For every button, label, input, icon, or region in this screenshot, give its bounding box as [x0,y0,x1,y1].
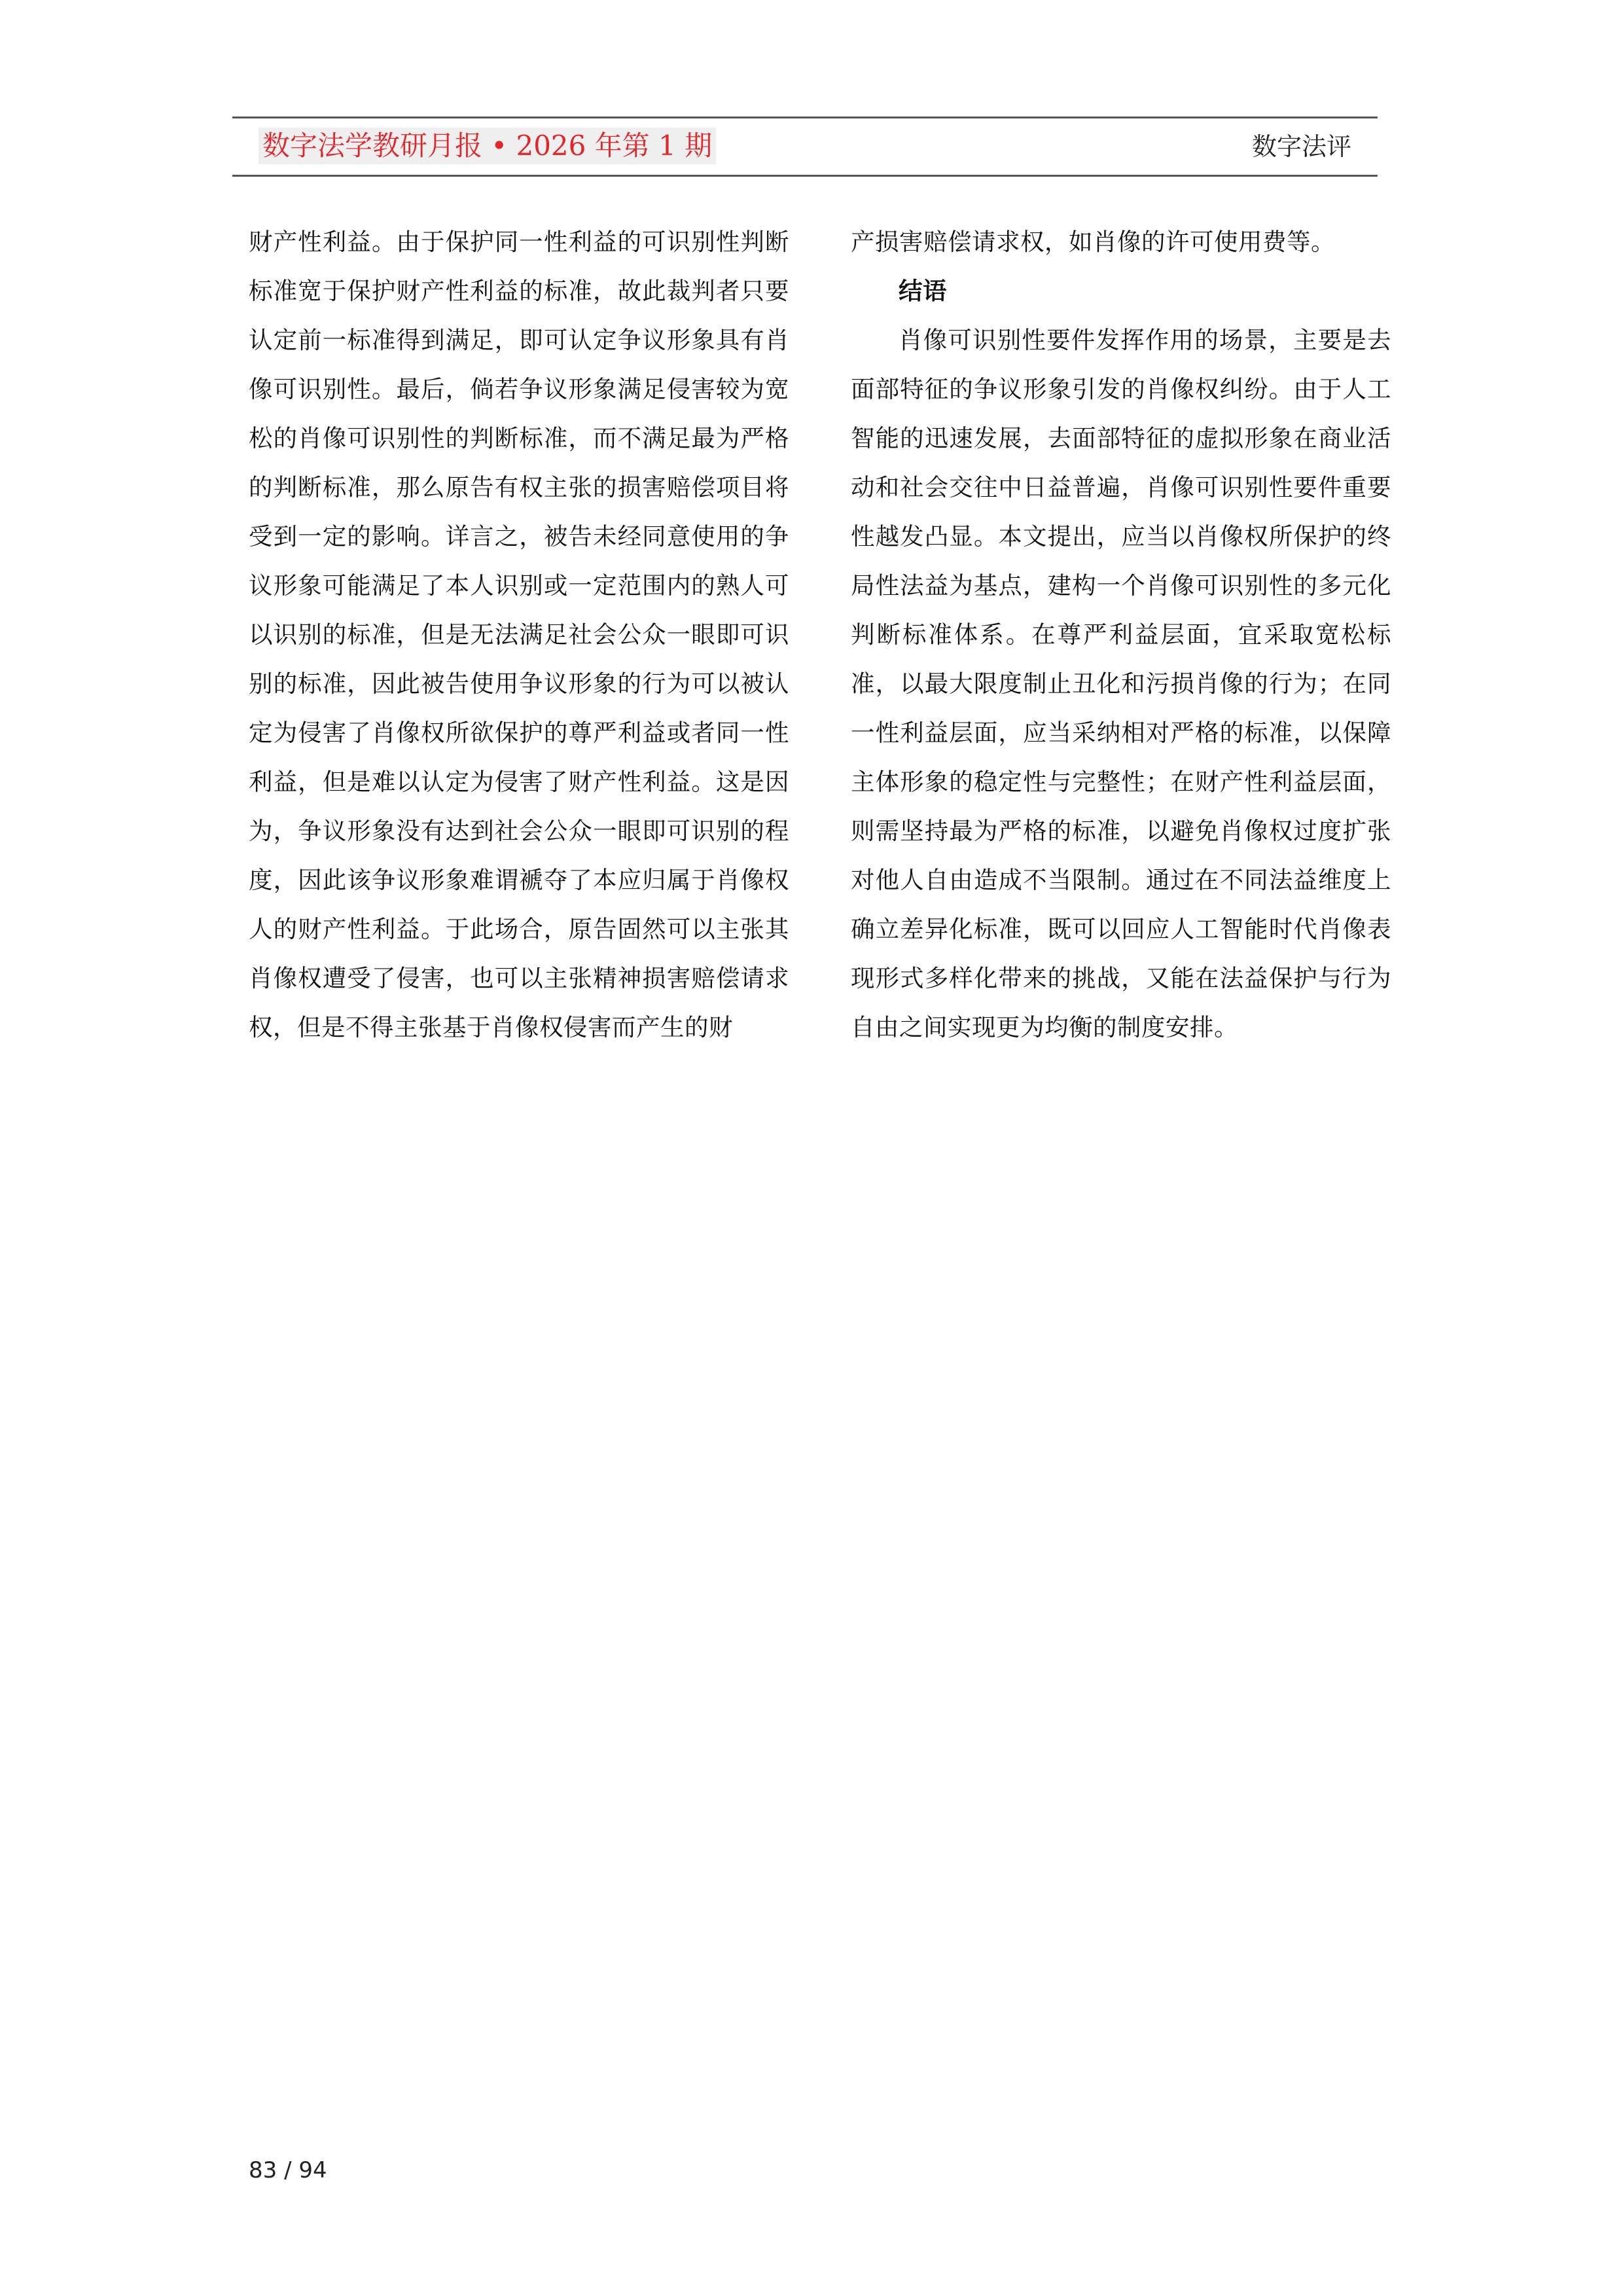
page-number: 83 / 94 [249,2157,327,2183]
section-heading: 结语 [899,277,947,305]
running-header [232,117,1378,177]
body-paragraph-continuation: 产损害赔偿请求权，如肖像的许可使用费等。 [851,228,1335,256]
conclusion-paragraph: 肖像可识别性要件发挥作用的场景，主要是去面部特征的争议形象引发的肖像权纠纷。由于人工智能的迅速发展，去面部特征的虚拟形象在商业活动和社会交往中日益普遍，肖像可识别性要件重要性越发凸显。本文提出，应当以肖像权所保护的终局性法益为基点，建构一个肖像可识别性的多元化判断标准体系。在尊严利益层面，宜采取宽松标准，以最大限度制止丑化和污损肖像的行为；在同一性利益层面，应当采纳相对严格的标准，以保障主体形象的稳定性与完整性；在财产性利益层面，则需坚持最为严格的标准，以避免肖像权过度扩张对他人自由造成不当限制。通过在不同法益维度上确立差异化标准，既可以回应人工智能时代肖像表现形式多样化带来的挑战，又能在法益保护与行为自由之间实现更为均衡的制度安排。 [851,326,1391,1041]
section-name: 数字法评 [1251,132,1351,161]
body-paragraph: 财产性利益。由于保护同一性利益的可识别性判断标准宽于保护财产性利益的标准，故此裁判者只要认定前一标准得到满足，即可认定争议形象具有肖像可识别性。最后，倘若争议形象满足侵害较为宽松的肖像可识别性的判断标准，而不满足最为严格的判断标准，那么原告有权主张的损害赔偿项目将受到一定的影响。详言之，被告未经同意使用的争议形象可能满足了本人识别或一定范围内的熟人可以识别的标准，但是无法满足社会公众一眼即可识别的标准，因此被告使用争议形象的行为可以被认定为侵害了肖像权所欲保护的尊严利益或者同一性利益，但是难以认定为侵害了财产性利益。这是因为，争议形象没有达到社会公众一眼即可识别的程度，因此该争议形象难谓褫夺了本应归属于肖像权人的财产性利益。于此场合，原告固然可以主张其肖像权遭受了侵害，也可以主张精神损害赔偿请求权，但是不得主张基于肖像权侵害而产生的财 [249,228,789,1041]
left-column [249,217,789,1052]
right-column [851,217,1391,1052]
journal-title: 数字法学教研月报 • 2026 年第 1 期 [259,128,716,164]
